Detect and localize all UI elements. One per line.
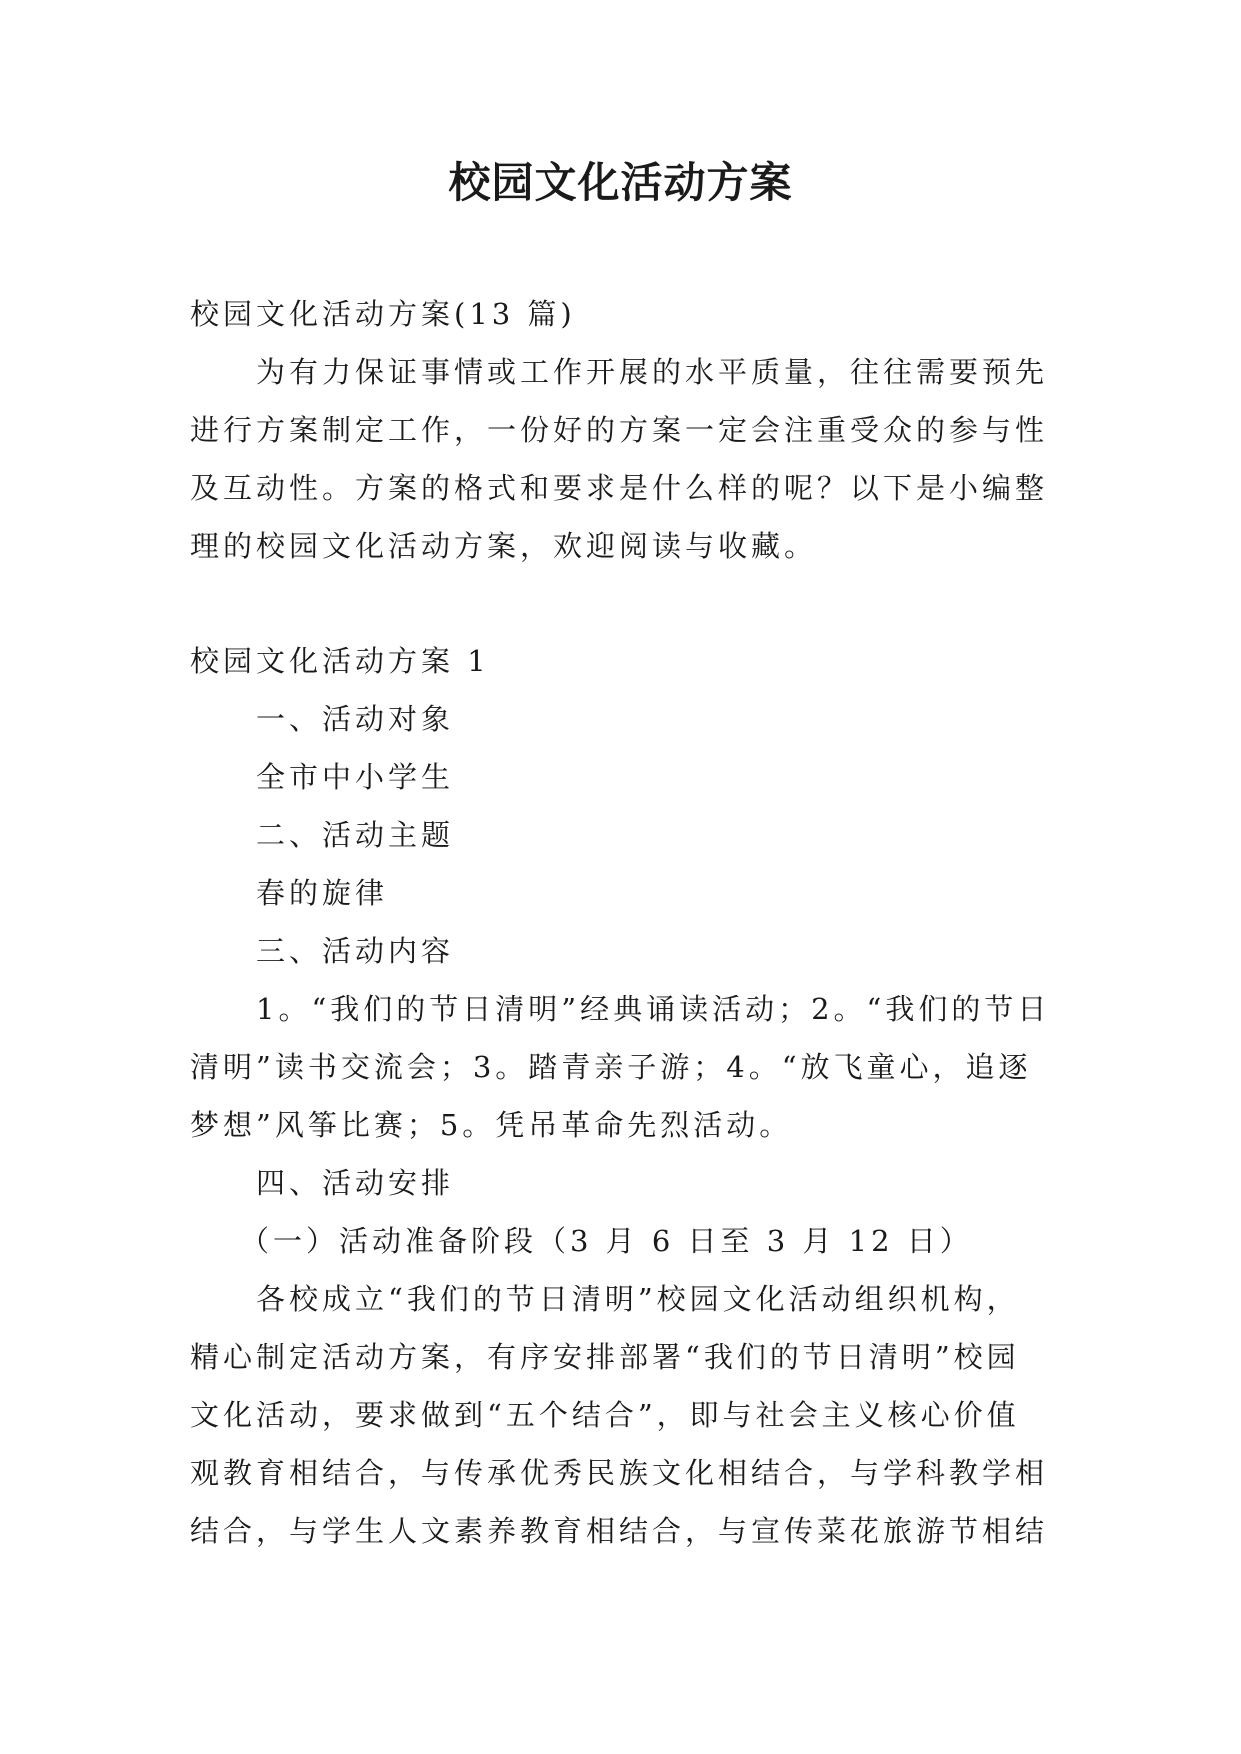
- section-heading: 校园文化活动方案 1: [190, 644, 490, 678]
- document-subtitle: 校园文化活动方案(13 篇): [190, 297, 576, 331]
- item-heading-schedule: 四、活动安排: [256, 1166, 455, 1200]
- item-heading-theme: 二、活动主题: [256, 818, 455, 852]
- intro-line: 进行方案制定工作，一份好的方案一定会注重受众的参与性: [190, 413, 1049, 447]
- stage-heading: （一）活动准备阶段（3 月 6 日至 3 月 12 日）: [240, 1224, 973, 1258]
- stage-line: 各校成立“我们的节日清明”校园文化活动组织机构，: [256, 1282, 1020, 1316]
- document-title: 校园文化活动方案: [448, 158, 793, 207]
- stage-paragraph: [190, 1270, 1052, 1560]
- stage-line: 文化活动，要求做到“五个结合”，即与社会主义核心价值: [190, 1398, 1020, 1432]
- content-line: 梦想”风筝比赛；5。凭吊革命先烈活动。: [190, 1108, 793, 1142]
- spacer: [190, 575, 1052, 632]
- stage-line: 精心制定活动方案，有序安排部署“我们的节日清明”校园: [190, 1340, 1020, 1374]
- intro-paragraph: [190, 343, 1052, 575]
- content-line: 1。“我们的节日清明”经典诵读活动；2。“我们的节日: [256, 992, 1051, 1026]
- item-heading-content: 三、活动内容: [256, 934, 455, 968]
- intro-line: 理的校园文化活动方案，欢迎阅读与收藏。: [190, 529, 818, 563]
- content-line: 清明”读书交流会；3。踏青亲子游；4。“放飞童心，追逐: [190, 1050, 1032, 1084]
- intro-line: 为有力保证事情或工作开展的水平质量，往往需要预先: [256, 355, 1049, 389]
- intro-line: 及互动性。方案的格式和要求是什么样的呢？以下是小编整: [190, 471, 1049, 505]
- item-text-theme: 春的旋律: [256, 876, 389, 910]
- item-text-target: 全市中小学生: [256, 760, 455, 794]
- stage-line: 观教育相结合，与传承优秀民族文化相结合，与学科教学相: [190, 1456, 1049, 1490]
- content-paragraph: [190, 980, 1052, 1154]
- stage-line: 结合，与学生人文素养教育相结合，与宣传菜花旅游节相结: [190, 1514, 1049, 1548]
- document-body: [190, 285, 1052, 1560]
- item-heading-target: 一、活动对象: [256, 702, 455, 736]
